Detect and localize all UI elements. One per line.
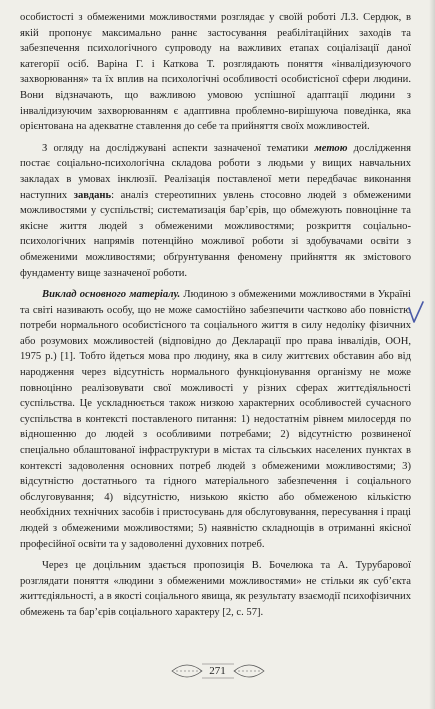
page-footer xyxy=(0,660,435,682)
keyword-goal: метою xyxy=(314,142,348,154)
paragraph-3-body: Людиною з обмеженими можливостями в Україні та світі називають особу, що не може самостійно забезпечити частково або повністю потреби нормального особистісного та соціального життя в силу недоліку фізичних або розумових можливостей (відповідно до Декларації про права інвалідів, ООН, 1975 р.) [1]. Тобто йдеться мова про людину, яка в силу життєвих обставин або від народження через відсутність нормального функціонування організму не може повноцінно реалізовувати свої можливості у різних сферах життєдіяльності суспільства. Це ускладнюється також низкою характерних особливостей сучасного суспільства в контексті поставленого питання: 1) недостатнім рівнем милосердя по відношенню до людей з особливими потребами; 2) відсутністю розвиненої спеціально облаштованої інфраструктури в містах та сільських населених пунктах в контексті задоволення основних потреб людей з обмеженими можливостями; 3) відсутністю достатнього та гідного матеріального забезпечення і соціального обслуговування; 4) відсутністю, низькою якістю або обмеженою кількістю необхідних технічних засобів і пристосувань для обслуговування, пересування і праці людей з обмеженими можливостями; 5) наявністю складнощів в отриманні якісної професійної освіти та у задоволенні духовних потреб. xyxy=(20,289,411,550)
page-number: 271 xyxy=(205,665,230,677)
keyword-tasks: завдань xyxy=(73,189,112,201)
paragraph-3 xyxy=(20,287,411,552)
paragraph-2-part-e: : аналіз стереотипних увлень стосовно людей з обмеженими можливостями у суспільстві; систематизація бар’єрів, що обмежують повноцінне та якісне життя людей з обмеженими можливостями; розкриття соціально-психологічних напрямів потенційно можливої роботи зі здобувачами освіти з обмеженими можливостями; обґрунтування феномену прийняття як змістового фундаменту вище зазначеної роботи. xyxy=(20,189,411,279)
ornament-icon xyxy=(168,660,268,682)
paragraph-2-part-a: З огляду на досліджувані аспекти зазначеної тематики xyxy=(42,142,315,154)
paragraph-4: Через це доцільним здається пропозиція В. Бочелюка та А. Турубарової розглядати поняття «людини з обмеженими можливостями» не стільки як суб’єкта життєдіяльності, а в якості соціального явища, як результату взаємодії психофізичних обмежень та бар’єрів соціального характеру [2, с. 57]. xyxy=(20,560,411,618)
checkmark-icon xyxy=(407,300,425,326)
paragraph-2 xyxy=(20,141,411,281)
paragraph-2-part-c: дослідження постає соціально-психологічна складова роботи з людьми у вищих навчальних закладах в умовах інклюзії. Реалізація поставленої мети передбачає виконання наступних xyxy=(20,142,411,201)
paragraph-1: особистості з обмеженими можливостями розглядає у своїй роботі Л.З. Сердюк, в якій пропонує максимально раннє застосування реабілітаційних заходів та забезпечення психологічного супроводу на важливих етапах соціалізації даної категорії осіб. Варіна Г. і Каткова Т. розглядають поняття «інвалідизуючого захворювання» та їх вплив на психологічні особливості особистісної сфери людини. Вони відзначають, що важливою умовою успішної адаптації людини з інвалідизуючим захворюванням є адаптивна проблемно-вирішуюча поведінка, яка орієнтована на адекватне ставлення до себе та прийняття своїх можливостей. xyxy=(20,12,411,133)
section-heading-main-material: Виклад основного матеріалу. xyxy=(42,289,181,301)
